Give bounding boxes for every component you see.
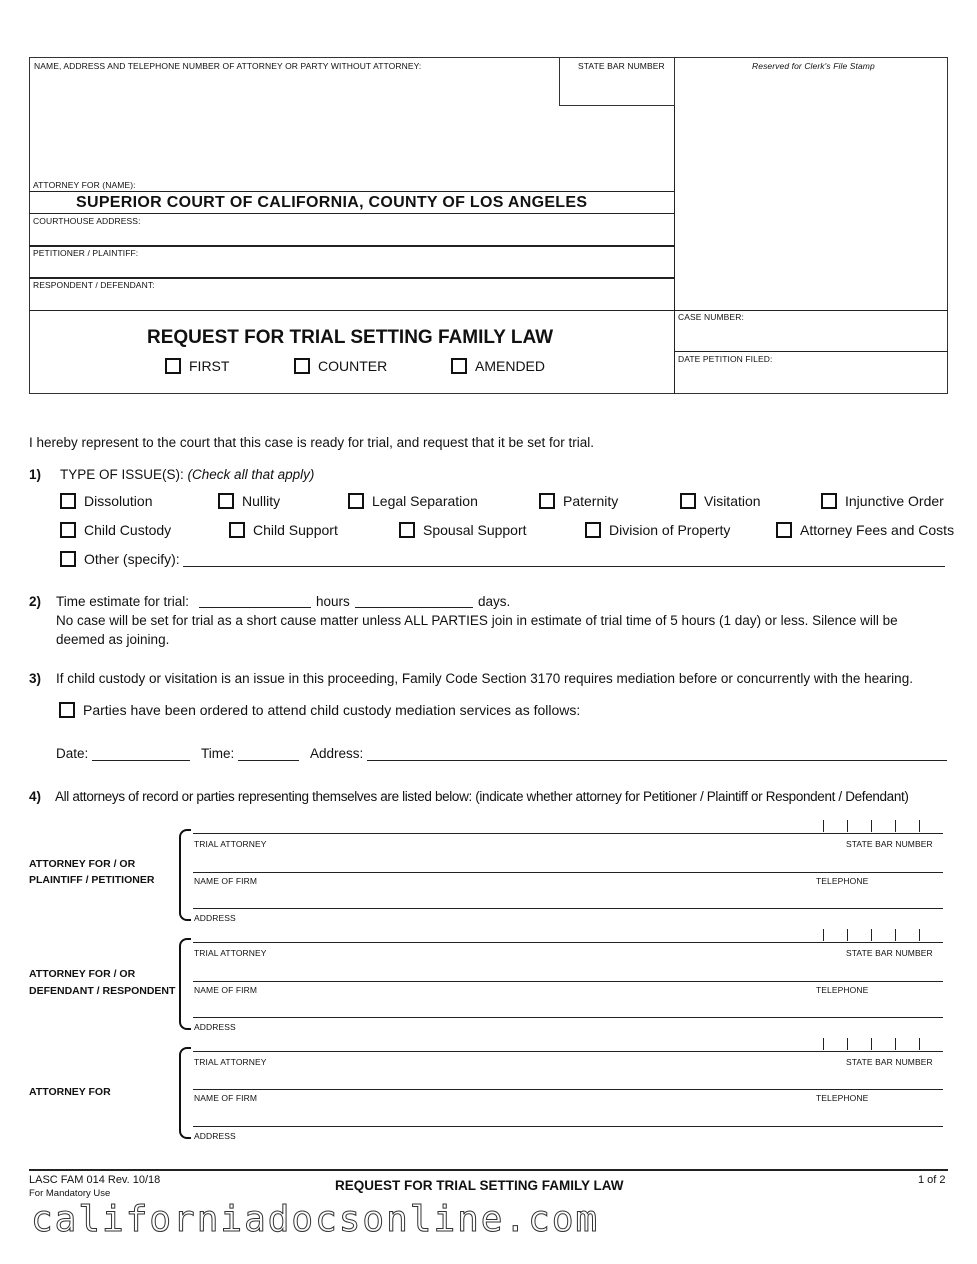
mediation-time-label: Time: (201, 746, 235, 761)
mediation-address-label: Address: (310, 746, 364, 761)
divider (674, 351, 948, 352)
division-of-property-checkbox[interactable] (585, 522, 601, 538)
block-label-line1: ATTORNEY FOR / OR (29, 858, 136, 870)
issue-label: Dissolution (84, 493, 153, 509)
courthouse-address-label: COURTHOUSE ADDRESS: (33, 216, 141, 226)
counter-checkbox[interactable] (294, 358, 310, 374)
date-petition-filed-label: DATE PETITION FILED: (678, 354, 773, 364)
address-label: ADDRESS (194, 1131, 236, 1141)
visitation-checkbox[interactable] (680, 493, 696, 509)
time-estimate-label: Time estimate for trial: (56, 594, 190, 609)
brace-icon (179, 829, 191, 921)
divider (29, 277, 675, 279)
bar-tick (871, 820, 872, 832)
divider (29, 245, 675, 247)
trial-attorney-field[interactable] (193, 1051, 943, 1052)
firm-field[interactable] (193, 1089, 943, 1090)
respondent-label: RESPONDENT / DEFENDANT: (33, 280, 155, 290)
trial-attorney-label: TRIAL ATTORNEY (194, 948, 267, 958)
hours-field[interactable] (199, 607, 311, 608)
case-number-label: CASE NUMBER: (678, 312, 744, 322)
mediation-address-field[interactable] (367, 760, 947, 761)
trial-attorney-field[interactable] (193, 942, 943, 943)
bar-tick (847, 929, 848, 941)
first-checkbox-row[interactable] (165, 358, 229, 374)
counter-checkbox-row[interactable] (294, 358, 387, 374)
issue-label: Nullity (242, 493, 281, 509)
bar-tick (847, 820, 848, 832)
attorneys-of-record-text: All attorneys of record or parties representing themselves are listed below: (indicate whether attorney for Petitioner / Plaintiff or Respondent / Defendant) (55, 789, 909, 804)
mediation-requirement-text: If child custody or visitation is an issue in this proceeding, Family Code Section 3170 requires mediation before or concurrently with the hearing. (56, 671, 913, 686)
bar-tick (895, 929, 896, 941)
days-label: days. (478, 594, 511, 609)
other-label: Other (specify): (84, 551, 180, 567)
section1-title-text: TYPE OF ISSUE(S): (60, 467, 184, 482)
issue-label: Child Support (253, 522, 338, 538)
state-bar-number-label: STATE BAR NUMBER (846, 839, 933, 849)
firm-label: NAME OF FIRM (194, 1093, 258, 1103)
address-label: ADDRESS (194, 913, 236, 923)
section1-number: 1) (29, 467, 42, 482)
bar-tick (823, 820, 824, 832)
issue-label: Paternity (563, 493, 619, 509)
bar-tick (919, 929, 920, 941)
issue-division-of-property[interactable] (585, 522, 730, 538)
form-id: LASC FAM 014 Rev. 10/18 (29, 1174, 161, 1186)
issue-visitation[interactable] (680, 493, 761, 509)
bar-tick (871, 929, 872, 941)
issue-injunctive-order[interactable] (821, 493, 944, 509)
section4-number: 4) (29, 789, 42, 804)
mediation-ordered-label: Parties have been ordered to attend child custody mediation services as follows: (83, 702, 581, 718)
issue-label: Attorney Fees and Costs (800, 522, 955, 538)
firm-label: NAME OF FIRM (194, 985, 258, 995)
court-title: SUPERIOR COURT OF CALIFORNIA, COUNTY OF LOS ANGELES (76, 194, 588, 211)
attorney-for-label: ATTORNEY FOR (NAME): (33, 180, 136, 190)
legal-separation-checkbox[interactable] (348, 493, 364, 509)
trial-attorney-field[interactable] (193, 833, 943, 834)
paternity-checkbox[interactable] (539, 493, 555, 509)
spousal-support-checkbox[interactable] (399, 522, 415, 538)
dissolution-checkbox[interactable] (60, 493, 76, 509)
issue-legal-separation[interactable] (348, 493, 478, 509)
divider (29, 310, 948, 311)
intro-text: I hereby represent to the court that this case is ready for trial, and request that it be set for trial. (29, 435, 595, 450)
telephone-label: TELEPHONE (816, 985, 869, 995)
issue-other[interactable] (60, 551, 180, 567)
block-label-line2: PLAINTIFF / PETITIONER (29, 874, 155, 886)
issue-label: Division of Property (609, 522, 731, 538)
amended-label: AMENDED (475, 358, 546, 374)
address-field[interactable] (193, 1017, 943, 1018)
telephone-label: TELEPHONE (816, 1093, 869, 1103)
bar-tick (895, 1038, 896, 1050)
short-cause-note-line1: No case will be set for trial as a short cause matter unless ALL PARTIES join in estimate of trial time of 5 hours (1 day) or less. Silence will be (56, 613, 898, 628)
form-title: REQUEST FOR TRIAL SETTING FAMILY LAW (147, 327, 554, 348)
first-checkbox[interactable] (165, 358, 181, 374)
state-bar-number-label: STATE BAR NUMBER (846, 948, 933, 958)
mediation-time-field[interactable] (238, 760, 299, 761)
mediation-date-label: Date: (56, 746, 89, 761)
mandatory-use: For Mandatory Use (29, 1188, 111, 1199)
short-cause-note-line2: deemed as joining. (56, 632, 170, 647)
block-label-line1: ATTORNEY FOR / OR (29, 968, 136, 980)
footer-title: REQUEST FOR TRIAL SETTING FAMILY LAW (335, 1178, 624, 1193)
mediation-ordered-checkbox[interactable] (59, 702, 75, 718)
attorney-fees-checkbox[interactable] (776, 522, 792, 538)
issue-paternity[interactable] (539, 493, 618, 509)
petitioner-label: PETITIONER / PLAINTIFF: (33, 248, 139, 258)
bar-tick (919, 820, 920, 832)
bar-tick (871, 1038, 872, 1050)
bar-tick (823, 1038, 824, 1050)
block-label-line2: DEFENDANT / RESPONDENT (29, 985, 176, 997)
brace-icon (179, 1047, 191, 1139)
clerk-stamp-label: Reserved for Clerk's File Stamp (752, 61, 875, 71)
bar-tick (919, 1038, 920, 1050)
issue-label: Injunctive Order (845, 493, 944, 509)
attorney-name-label: NAME, ADDRESS AND TELEPHONE NUMBER OF ATTORNEY OR PARTY WITHOUT ATTORNEY: (34, 61, 422, 71)
issue-dissolution[interactable] (60, 493, 152, 509)
address-label: ADDRESS (194, 1022, 236, 1032)
counter-label: COUNTER (318, 358, 388, 374)
address-field[interactable] (193, 908, 943, 909)
firm-label: NAME OF FIRM (194, 876, 258, 886)
mediation-date-field[interactable] (92, 760, 190, 761)
firm-field[interactable] (193, 981, 943, 982)
section1-hint: (Check all that apply) (187, 467, 315, 482)
section2-number: 2) (29, 594, 42, 609)
trial-attorney-label: TRIAL ATTORNEY (194, 839, 267, 849)
footer-rule (29, 1169, 948, 1171)
days-field[interactable] (355, 607, 473, 608)
issue-attorney-fees[interactable] (776, 522, 954, 538)
watermark: californiadocsonline.com (31, 1199, 600, 1240)
issue-label: Spousal Support (423, 522, 527, 538)
bar-tick (847, 1038, 848, 1050)
amended-checkbox-row[interactable] (451, 358, 545, 374)
address-field[interactable] (193, 1126, 943, 1127)
telephone-label: TELEPHONE (816, 876, 869, 886)
bar-tick (823, 929, 824, 941)
state-bar-label: STATE BAR NUMBER (578, 61, 665, 71)
child-support-checkbox[interactable] (229, 522, 245, 538)
issue-label: Visitation (704, 493, 761, 509)
mediation-ordered-row[interactable] (59, 702, 580, 718)
divider (29, 213, 675, 214)
brace-icon (179, 938, 191, 1030)
issue-label: Legal Separation (372, 493, 478, 509)
divider (29, 191, 675, 192)
issue-nullity[interactable] (218, 493, 280, 509)
section3-number: 3) (29, 671, 42, 686)
other-checkbox[interactable] (60, 551, 76, 567)
divider (674, 57, 675, 394)
child-custody-checkbox[interactable] (60, 522, 76, 538)
nullity-checkbox[interactable] (218, 493, 234, 509)
issue-label: Child Custody (84, 522, 172, 538)
issue-child-support[interactable] (229, 522, 338, 538)
other-specify-field[interactable] (183, 566, 945, 567)
firm-field[interactable] (193, 872, 943, 873)
issue-child-custody[interactable] (60, 522, 171, 538)
page-number: 1 of 2 (918, 1174, 946, 1186)
injunctive-order-checkbox[interactable] (821, 493, 837, 509)
block-label-line1: ATTORNEY FOR (29, 1086, 111, 1098)
trial-attorney-label: TRIAL ATTORNEY (194, 1057, 267, 1067)
state-bar-number-label: STATE BAR NUMBER (846, 1057, 933, 1067)
issue-spousal-support[interactable] (399, 522, 527, 538)
section1-title (60, 467, 314, 482)
hours-label: hours (316, 594, 350, 609)
first-label: FIRST (189, 358, 230, 374)
bar-tick (895, 820, 896, 832)
amended-checkbox[interactable] (451, 358, 467, 374)
